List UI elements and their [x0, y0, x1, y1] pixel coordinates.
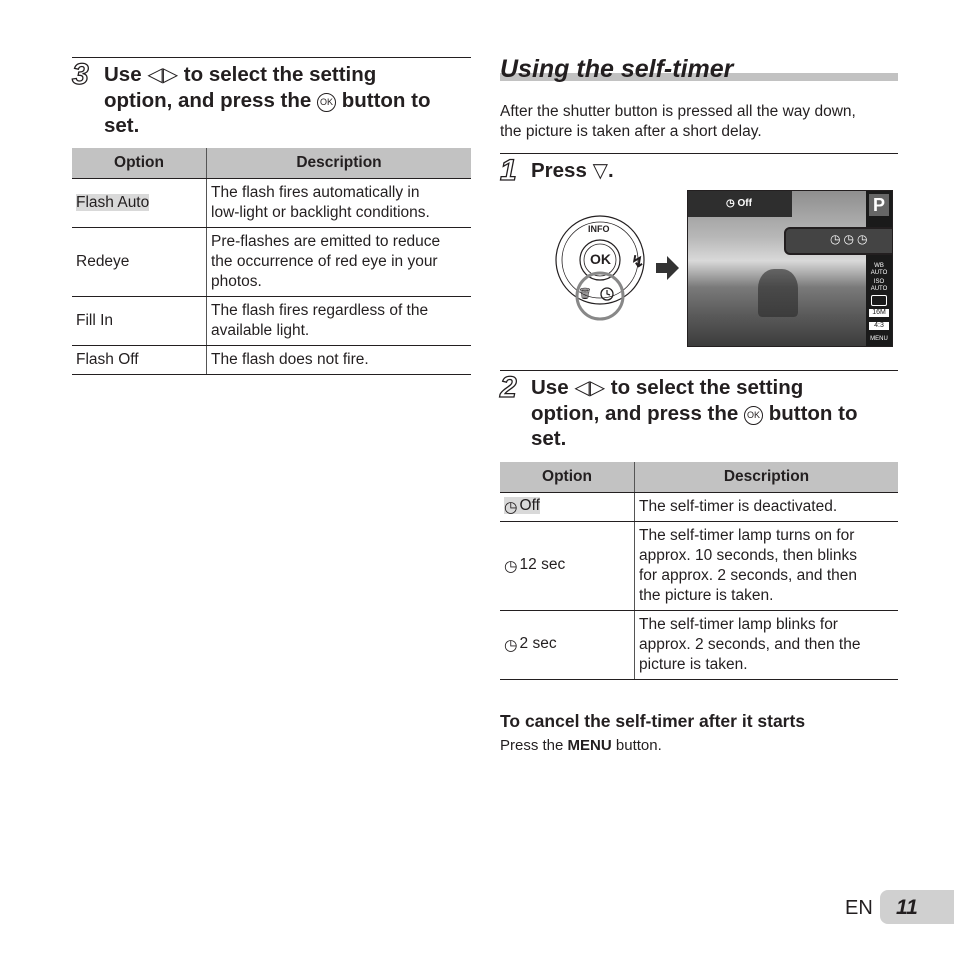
left-right-arrows-icon: ◁▷: [147, 64, 179, 86]
table-row: [72, 346, 471, 375]
left-top-rule: [72, 57, 471, 58]
desc-line: the occurrence of red eye in your: [211, 253, 438, 270]
selftimer-icons: ◷◷◷: [830, 232, 871, 246]
intro-line-2: the picture is taken after a short delay.: [500, 123, 762, 140]
table-row: [72, 228, 471, 297]
desc-line: The self-timer lamp blinks for: [639, 616, 838, 633]
desc-line: low-light or backlight conditions.: [211, 204, 430, 221]
footer-language: EN: [845, 897, 873, 919]
option-selftimer-off: [504, 497, 540, 514]
option-label: 12 sec: [519, 556, 566, 573]
option-fill-in: Fill In: [76, 312, 114, 329]
svg-text:↯: ↯: [631, 254, 645, 271]
desc-line: Pre-flashes are emitted to reduce: [211, 233, 441, 250]
selftimer-icon: ◷: [504, 499, 518, 516]
option-flash-off: Flash Off: [76, 351, 139, 368]
arrow-right-icon: [656, 255, 680, 281]
side-icon-size: 16M: [869, 309, 889, 317]
step-2-text-2b: button to: [768, 402, 858, 425]
cancel-text-prefix: Press the: [500, 737, 564, 754]
desc-line: the picture is taken.: [639, 587, 774, 604]
step-3-text-1a: Use: [104, 63, 142, 86]
desc-line: approx. 2 seconds, and then the: [639, 636, 861, 653]
side-icon-wb: WB AUTO: [870, 263, 888, 276]
side-icon-aspect: 4:3: [869, 322, 889, 330]
step-2-text-2a: option, and press the: [531, 402, 739, 425]
screen-subject-silhouette: [758, 269, 798, 317]
step-1-rule: [500, 153, 898, 154]
step-2-text-1a: Use: [531, 376, 569, 399]
desc-line: photos.: [211, 273, 262, 290]
selftimer-options-table: [500, 462, 898, 680]
option-selftimer-2sec: [504, 635, 557, 652]
section-title: Using the self-timer: [500, 55, 734, 83]
step-1-instruction: Press ▽.: [531, 159, 614, 182]
step-2-instruction: [531, 375, 901, 451]
side-icon-menu: MENU: [870, 336, 888, 342]
step-2-rule: [500, 370, 898, 371]
desc-line: The flash fires automatically in: [211, 184, 420, 201]
column-header-description: Description: [635, 462, 899, 493]
table-header-row: [500, 462, 898, 493]
side-icon-frame: [871, 295, 887, 306]
info-button-label: INFO: [588, 224, 610, 234]
menu-button-label: MENU: [567, 737, 612, 754]
desc-line: The self-timer lamp turns on for: [639, 527, 855, 544]
selftimer-icon: ◷: [504, 558, 518, 575]
column-header-option: Option: [500, 462, 635, 493]
option-selftimer-12sec: [504, 556, 565, 573]
desc-line: picture is taken.: [639, 656, 748, 673]
step-2-text-1b: to select the setting: [610, 376, 804, 399]
screen-top-label: ◷ Off: [726, 198, 752, 209]
mode-badge: P: [869, 194, 889, 216]
step-2-number: 2: [500, 371, 517, 404]
ok-button-icon: OK: [317, 93, 336, 112]
table-row: [500, 493, 898, 522]
ok-button-label: OK: [590, 251, 611, 267]
option-flash-auto: Flash Auto: [76, 194, 150, 211]
column-header-description: Description: [207, 148, 472, 179]
side-icon-iso: ISO AUTO: [870, 279, 888, 292]
step-2-text-3: set.: [531, 427, 567, 450]
cancel-heading: To cancel the self-timer after it starts: [500, 711, 806, 731]
intro-text: [500, 102, 900, 142]
down-arrow-icon: ▽: [592, 160, 608, 182]
desc-line: available light.: [211, 322, 310, 339]
step-1-text: Press: [531, 159, 587, 182]
selftimer-icon: ◷: [504, 637, 518, 654]
left-right-arrows-icon: ◁▷: [574, 377, 606, 399]
table-header-row: [72, 148, 471, 179]
step-3-text-2a: option, and press the: [104, 89, 312, 112]
option-label: 2 sec: [519, 635, 557, 652]
step-1-number: 1: [500, 154, 517, 187]
table-row: [500, 522, 898, 611]
flash-options-table: [72, 148, 471, 375]
svg-text:🗑: 🗑: [578, 287, 592, 300]
table-row: [72, 179, 471, 228]
column-header-option: Option: [72, 148, 207, 179]
desc-line: for approx. 2 seconds, and then: [639, 567, 858, 584]
cancel-text-suffix: button.: [615, 737, 662, 754]
camera-lcd-screen: [687, 190, 893, 347]
option-redeye: Redeye: [76, 253, 130, 270]
page-number: 11: [896, 896, 918, 919]
step-3-text-1b: to select the setting: [183, 63, 377, 86]
table-row: [72, 297, 471, 346]
table-row: [500, 611, 898, 680]
desc-line: approx. 10 seconds, then blinks: [639, 547, 857, 564]
intro-line-1: After the shutter button is pressed all the way down,: [500, 103, 856, 120]
step-3-text-2b: button to: [341, 89, 431, 112]
cancel-instruction: [500, 737, 662, 754]
desc-line: The flash does not fire.: [211, 351, 369, 368]
step-3-instruction: [104, 62, 474, 138]
ok-button-icon: OK: [744, 406, 763, 425]
option-label: Off: [519, 497, 540, 514]
desc-line: The self-timer is deactivated.: [639, 498, 838, 515]
step-3-number: 3: [72, 58, 89, 91]
desc-line: The flash fires regardless of the: [211, 302, 429, 319]
step-3-text-3: set.: [104, 114, 140, 137]
screen-off-label: Off: [737, 198, 752, 209]
